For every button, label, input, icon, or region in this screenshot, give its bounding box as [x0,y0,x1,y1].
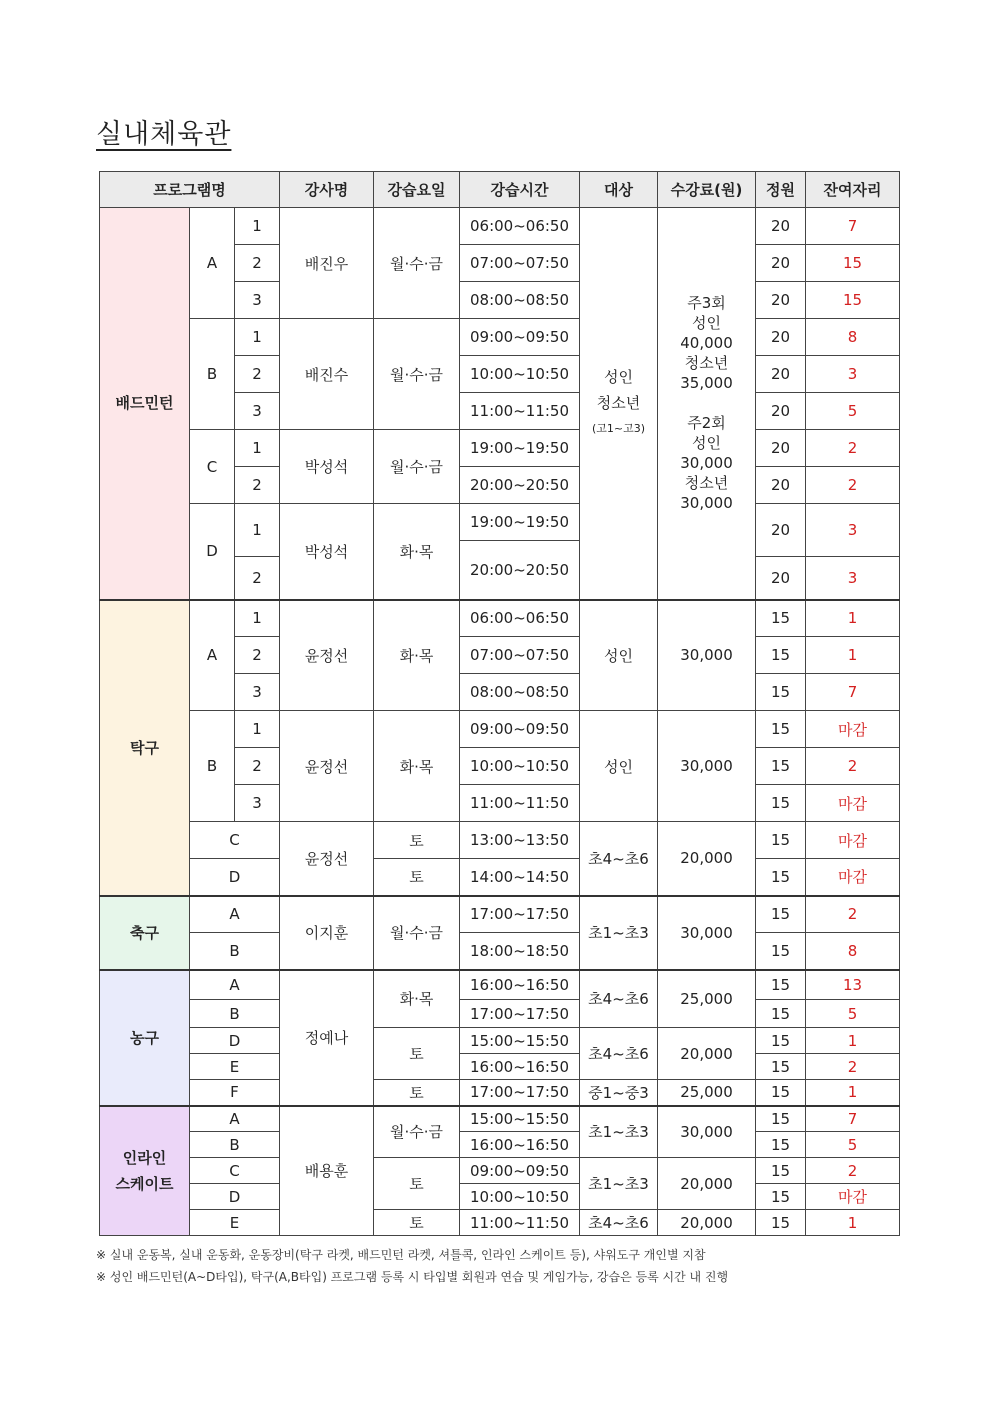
target: 초1~초3 [580,1158,658,1210]
target: 성인 [580,600,658,711]
table-row [100,504,900,541]
target: 초4~초6 [580,1028,658,1080]
time: 17:00~17:50 [460,1080,580,1106]
fee: 30,000 [658,600,756,711]
session-number: 1 [235,208,280,245]
fee: 20,000 [658,1158,756,1210]
group-letter: C [190,430,235,504]
table-row [100,822,900,859]
remaining: 13 [806,970,900,1000]
capacity: 15 [756,1184,806,1210]
capacity: 15 [756,748,806,785]
group-letter: D [190,1028,280,1054]
days: 토 [374,822,460,859]
group-letter: D [190,859,280,896]
capacity: 20 [756,557,806,600]
target: 초1~초3 [580,896,658,970]
time: 20:00~20:50 [460,467,580,504]
table-row [100,711,900,748]
header-instructor: 강사명 [280,172,374,208]
table-row [100,859,900,896]
instructor: 배진수 [280,319,374,430]
group-letter: B [190,1000,280,1028]
table-row [100,1158,900,1184]
days: 화·목 [374,711,460,822]
group-letter: A [190,600,235,711]
instructor: 정예나 [280,970,374,1106]
time: 14:00~14:50 [460,859,580,896]
remaining: 15 [806,245,900,282]
time: 18:00~18:50 [460,933,580,970]
header-fee: 수강료(원) [658,172,756,208]
fee: 30,000 [658,896,756,970]
time: 08:00~08:50 [460,282,580,319]
remaining: 마감 [806,711,900,748]
days: 화·목 [374,970,460,1028]
session-number: 3 [235,785,280,822]
time: 17:00~17:50 [460,896,580,933]
capacity: 15 [756,600,806,637]
instructor: 윤정선 [280,822,374,896]
fee: 30,000 [658,711,756,822]
remaining: 7 [806,674,900,711]
remaining: 1 [806,1080,900,1106]
header-days: 강습요일 [374,172,460,208]
time: 07:00~07:50 [460,637,580,674]
fee: 주3회 성인 40,000 청소년 35,000 주2회 성인 30,000 청소년 30,000 [658,208,756,600]
target: 초4~초6 [580,970,658,1028]
days: 토 [374,1210,460,1236]
remaining: 2 [806,467,900,504]
session-number: 1 [235,711,280,748]
capacity: 15 [756,637,806,674]
program-name: 축구 [100,896,190,970]
capacity: 15 [756,1028,806,1054]
days: 월·수·금 [374,319,460,430]
table-row [100,1184,900,1210]
table-row [100,1000,900,1028]
capacity: 20 [756,208,806,245]
remaining: 8 [806,319,900,356]
time: 11:00~11:50 [460,785,580,822]
capacity: 15 [756,785,806,822]
capacity: 15 [756,674,806,711]
days: 월·수·금 [374,1106,460,1158]
group-letter: E [190,1054,280,1080]
table-row [100,1028,900,1054]
group-letter: A [190,1106,280,1132]
capacity: 15 [756,1210,806,1236]
time: 19:00~19:50 [460,504,580,541]
time: 11:00~11:50 [460,393,580,430]
group-letter: C [190,1158,280,1184]
time: 20:00~20:50 [460,541,580,600]
page-title: 실내체육관 [96,119,232,150]
days: 토 [374,1028,460,1080]
days: 화·목 [374,504,460,600]
capacity: 20 [756,504,806,557]
instructor: 배진우 [280,208,374,319]
remaining: 2 [806,430,900,467]
table-row [100,1210,900,1236]
capacity: 20 [756,393,806,430]
instructor: 윤정선 [280,711,374,822]
remaining: 2 [806,896,900,933]
remaining: 2 [806,748,900,785]
target: 성인 [580,711,658,822]
session-number: 2 [235,356,280,393]
capacity: 20 [756,356,806,393]
days: 월·수·금 [374,896,460,970]
header-target: 대상 [580,172,658,208]
group-letter: B [190,1132,280,1158]
target: 성인 청소년 (고1~고3) [580,208,658,600]
group-letter: B [190,319,235,430]
time: 15:00~15:50 [460,1106,580,1132]
group-letter: B [190,933,280,970]
days: 토 [374,859,460,896]
target: 초4~초6 [580,1210,658,1236]
capacity: 20 [756,282,806,319]
fee: 25,000 [658,970,756,1028]
time: 09:00~09:50 [460,319,580,356]
capacity: 20 [756,245,806,282]
remaining: 마감 [806,859,900,896]
capacity: 15 [756,970,806,1000]
capacity: 15 [756,822,806,859]
instructor: 배용훈 [280,1106,374,1236]
header-time: 강습시간 [460,172,580,208]
schedule-table [99,171,900,1236]
table-row [100,933,900,970]
capacity: 15 [756,711,806,748]
table-row [100,1054,900,1080]
note-line: ※ 실내 운동복, 실내 운동화, 운동장비(탁구 라켓, 배드민턴 라켓, 셔틀콕, 인라인 스케이트 등), 샤워도구 개인별 지참 [96,1248,706,1262]
remaining: 2 [806,1158,900,1184]
capacity: 20 [756,467,806,504]
session-number: 3 [235,674,280,711]
instructor: 박성석 [280,504,374,600]
session-number: 1 [235,504,280,557]
remaining: 2 [806,1054,900,1080]
time: 06:00~06:50 [460,208,580,245]
program-name: 탁구 [100,600,190,896]
session-number: 2 [235,557,280,600]
time: 17:00~17:50 [460,1000,580,1028]
remaining: 3 [806,557,900,600]
time: 10:00~10:50 [460,748,580,785]
time: 16:00~16:50 [460,1132,580,1158]
remaining: 1 [806,637,900,674]
header-capacity: 정원 [756,172,806,208]
table-row [100,1106,900,1132]
capacity: 15 [756,1132,806,1158]
remaining: 마감 [806,785,900,822]
group-letter: C [190,822,280,859]
fee: 30,000 [658,1106,756,1158]
capacity: 15 [756,933,806,970]
session-number: 1 [235,600,280,637]
program-name: 배드민턴 [100,208,190,600]
notes [96,1244,728,1288]
group-letter: A [190,970,280,1000]
time: 06:00~06:50 [460,600,580,637]
group-letter: A [190,208,235,319]
remaining: 5 [806,393,900,430]
capacity: 15 [756,1106,806,1132]
group-letter: A [190,896,280,933]
remaining: 7 [806,208,900,245]
session-number: 2 [235,245,280,282]
time: 16:00~16:50 [460,1054,580,1080]
time: 09:00~09:50 [460,1158,580,1184]
instructor: 이지훈 [280,896,374,970]
fee: 20,000 [658,1210,756,1236]
days: 월·수·금 [374,430,460,504]
target: 중1~중3 [580,1080,658,1106]
time: 11:00~11:50 [460,1210,580,1236]
capacity: 15 [756,1158,806,1184]
table-row [100,1080,900,1106]
time: 13:00~13:50 [460,822,580,859]
remaining: 마감 [806,822,900,859]
header-program: 프로그램명 [100,172,280,208]
session-number: 1 [235,319,280,356]
remaining: 15 [806,282,900,319]
table-row [100,319,900,356]
target: 초1~초3 [580,1106,658,1158]
remaining: 5 [806,1000,900,1028]
time: 09:00~09:50 [460,711,580,748]
time: 08:00~08:50 [460,674,580,711]
remaining: 1 [806,1028,900,1054]
remaining: 3 [806,356,900,393]
group-letter: D [190,504,235,600]
fee: 20,000 [658,822,756,896]
remaining: 1 [806,600,900,637]
days: 토 [374,1158,460,1210]
session-number: 1 [235,430,280,467]
instructor: 박성석 [280,430,374,504]
group-letter: D [190,1184,280,1210]
capacity: 15 [756,896,806,933]
table-row [100,600,900,637]
capacity: 20 [756,319,806,356]
capacity: 15 [756,859,806,896]
time: 10:00~10:50 [460,356,580,393]
session-number: 3 [235,393,280,430]
remaining: 1 [806,1210,900,1236]
group-letter: F [190,1080,280,1106]
table-row [100,208,900,245]
table-row [100,1132,900,1158]
program-name: 농구 [100,970,190,1106]
remaining: 3 [806,504,900,557]
target: 초4~초6 [580,822,658,896]
session-number: 3 [235,282,280,319]
remaining: 마감 [806,1184,900,1210]
capacity: 15 [756,1000,806,1028]
group-letter: E [190,1210,280,1236]
session-number: 2 [235,637,280,674]
group-letter: B [190,711,235,822]
instructor: 윤정선 [280,600,374,711]
table-row [100,970,900,1000]
days: 화·목 [374,600,460,711]
remaining: 5 [806,1132,900,1158]
session-number: 2 [235,467,280,504]
days: 토 [374,1080,460,1106]
time: 16:00~16:50 [460,970,580,1000]
note-line: ※ 성인 배드민턴(A~D타입), 탁구(A,B타입) 프로그램 등록 시 타입별 회원과 연습 및 게임가능, 강습은 등록 시간 내 진행 [96,1270,729,1284]
fee: 20,000 [658,1028,756,1080]
time: 07:00~07:50 [460,245,580,282]
capacity: 20 [756,430,806,467]
days: 월·수·금 [374,208,460,319]
time: 19:00~19:50 [460,430,580,467]
remaining: 7 [806,1106,900,1132]
time: 15:00~15:50 [460,1028,580,1054]
header-remaining: 잔여자리 [806,172,900,208]
table-row [100,896,900,933]
session-number: 2 [235,748,280,785]
remaining: 8 [806,933,900,970]
capacity: 15 [756,1054,806,1080]
time: 10:00~10:50 [460,1184,580,1210]
fee: 25,000 [658,1080,756,1106]
table-row [100,430,900,467]
program-name: 인라인 스케이트 [100,1106,190,1236]
capacity: 15 [756,1080,806,1106]
